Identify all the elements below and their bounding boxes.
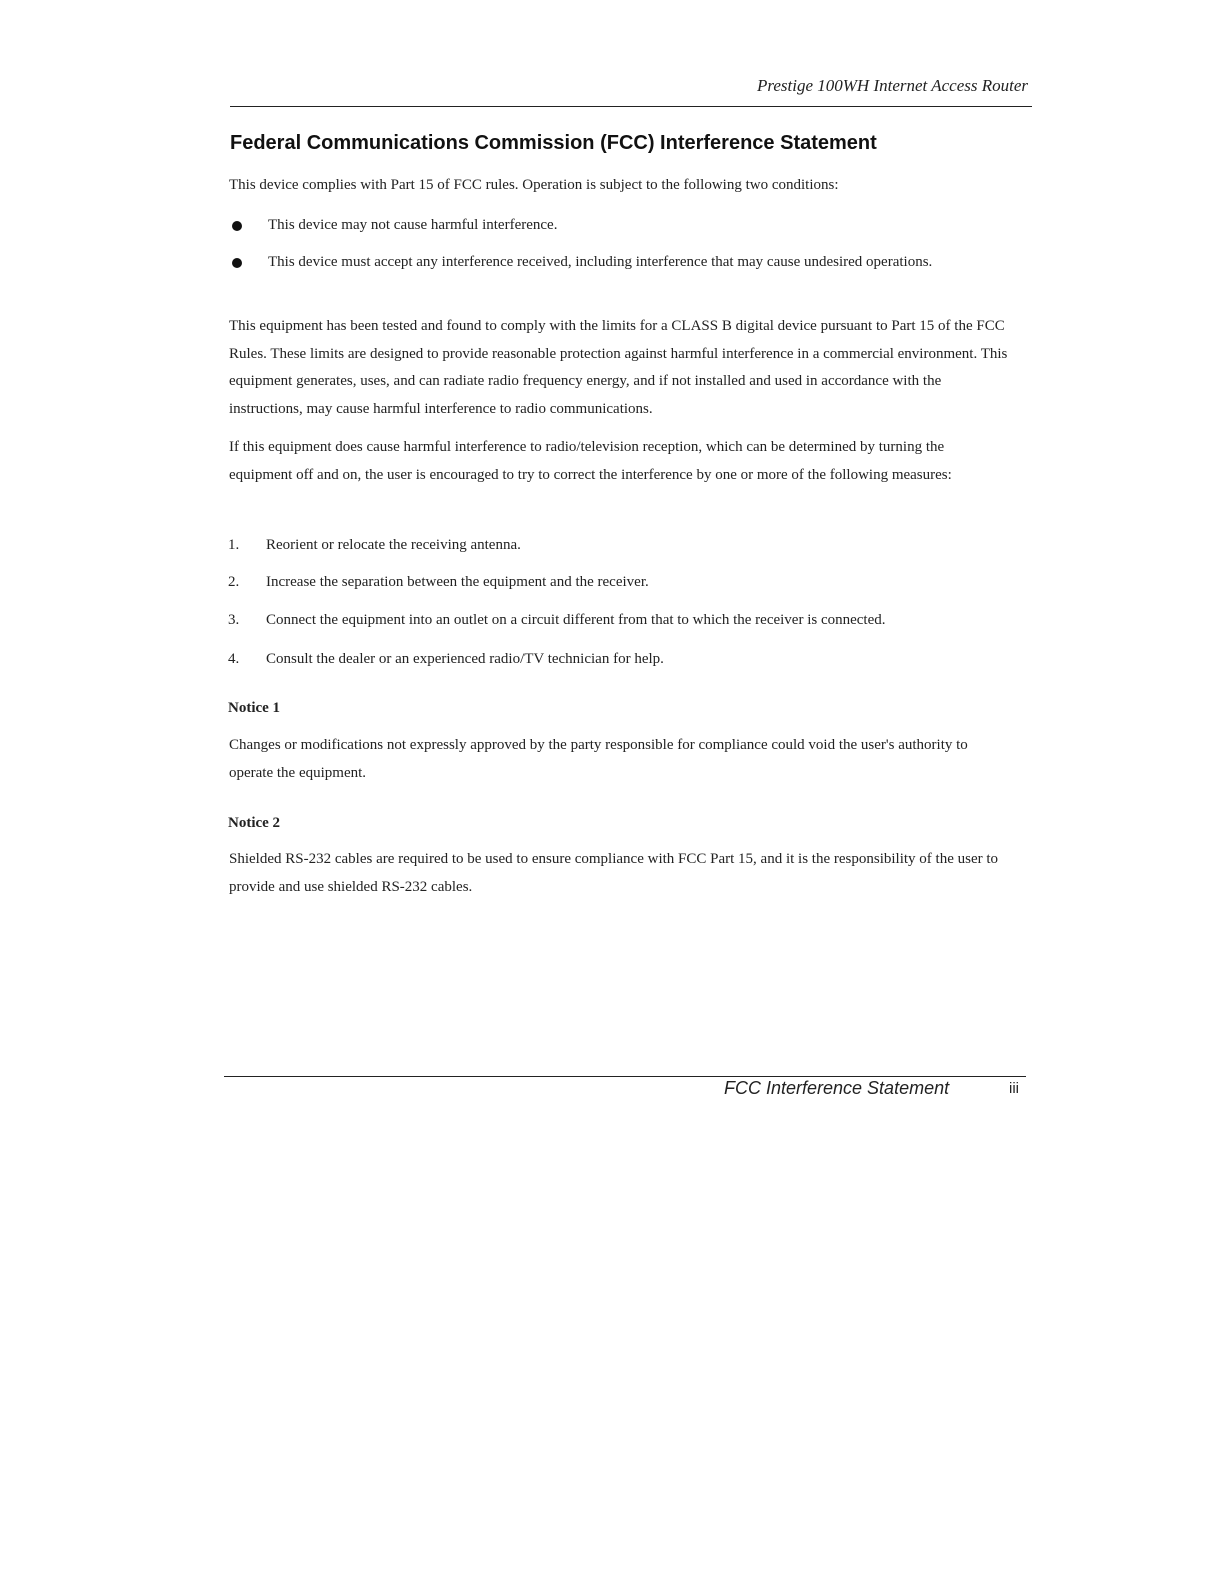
notice2-text: Shielded RS-232 cables are required to be used to ensure compliance with FCC Part 15, and it is the responsibility of the user to provide and use shielded RS-232 cables.	[229, 851, 999, 895]
notice2-heading: Notice 2	[228, 815, 281, 831]
intro-paragraph: This device complies with Part 15 of FCC rules. Operation is subject to the following two conditions:	[229, 177, 839, 193]
compliance-paragraph: This equipment has been tested and found to comply with the limits for a CLASS B digital device pursuant to Part 15 of the FCC Rules. These limits are designed to provide reasonable protection against harmful interference in a commercial environment. This equipment generates, uses, and can radiate radio frequency energy, and if not installed and used in accordance with the instructions, may cause harmful interference to radio communications.	[229, 318, 1008, 417]
page-number: iii	[1009, 1080, 1019, 1097]
page-title: Federal Communications Commission (FCC) Interference Statement	[230, 132, 877, 154]
measure-text: Connect the equipment into an outlet on a circuit different from that to which the receiver is connected.	[266, 612, 886, 628]
measure-number: 2.	[228, 574, 240, 590]
notice1-heading: Notice 1	[228, 700, 281, 716]
measure-number: 3.	[228, 612, 240, 628]
condition-text: This device must accept any interference received, including interference that may cause undesired operations.	[268, 254, 933, 270]
measures-intro-paragraph: If this equipment does cause harmful interference to radio/television reception, which can be determined by turning the equipment off and on, the user is encouraged to try to correct the interference by one or more of the following measures:	[229, 439, 952, 483]
bullet-icon	[232, 221, 242, 231]
measure-number: 4.	[228, 651, 240, 667]
running-header: Prestige 100WH Internet Access Router	[757, 76, 1028, 95]
footer-rule	[224, 1076, 1026, 1077]
measure-text: Consult the dealer or an experienced radio/TV technician for help.	[266, 651, 664, 667]
measure-number: 1.	[228, 537, 240, 553]
footer-section-title: FCC Interference Statement	[724, 1078, 950, 1098]
bullet-icon	[232, 258, 242, 268]
notice1-text: Changes or modifications not expressly approved by the party responsible for compliance could void the user's authority to operate the equipment.	[229, 737, 968, 781]
measure-text: Reorient or relocate the receiving antenna.	[266, 537, 521, 553]
condition-text: This device may not cause harmful interference.	[268, 217, 558, 233]
header-rule	[230, 106, 1032, 107]
measure-text: Increase the separation between the equipment and the receiver.	[266, 574, 649, 590]
